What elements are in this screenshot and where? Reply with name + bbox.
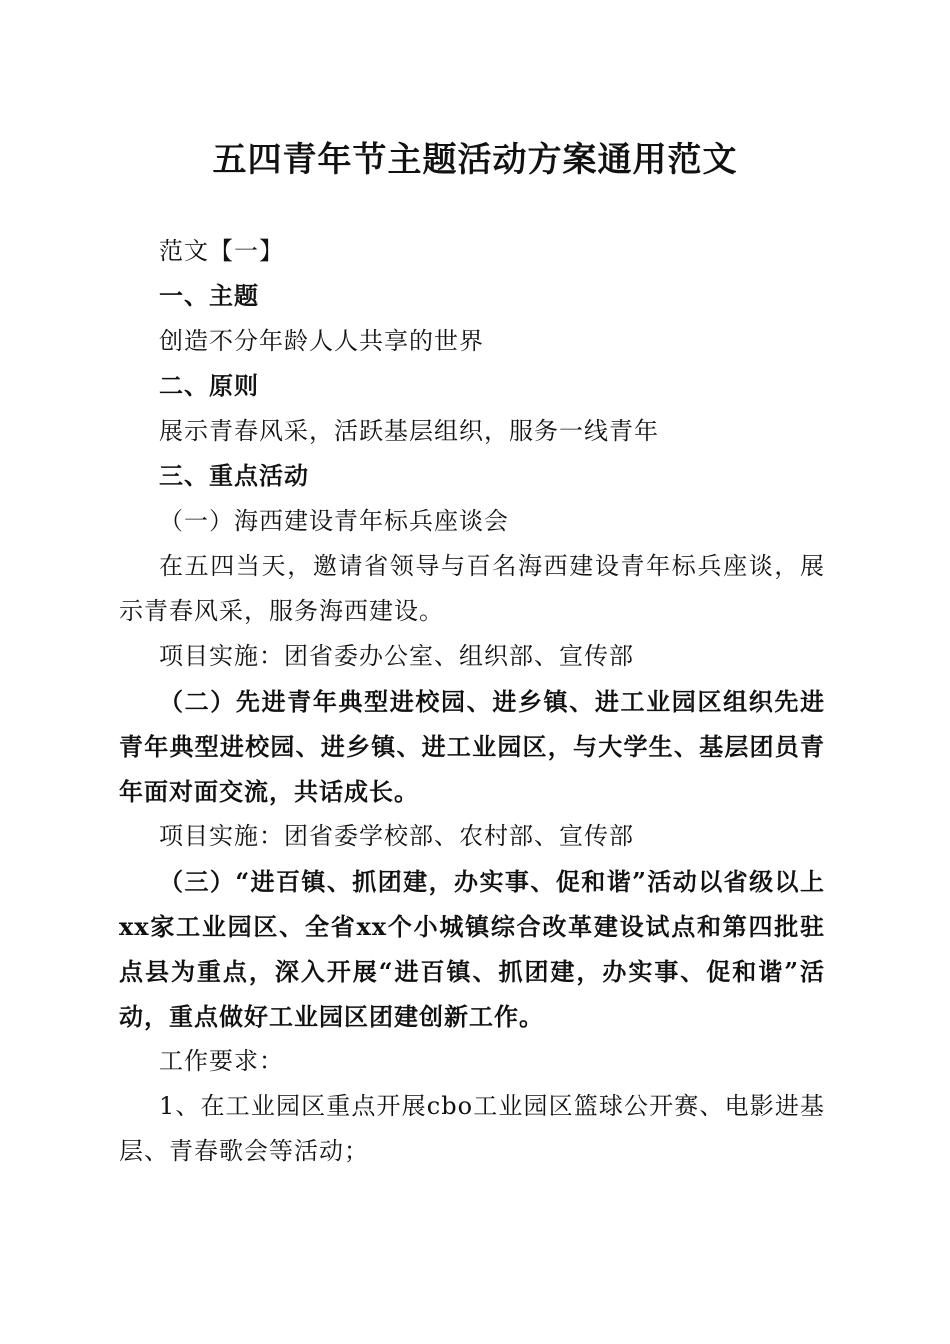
work-requirements-label: 工作要求： bbox=[159, 1047, 284, 1075]
activity-3-text: （三）“进百镇、抓团建，办实事、促和谐”活动以省级以上xx家工业园区、全省xx个小城镇综合改革建设试点和第四批驻点县为重点，深入开展“进百镇、抓团建，办实事、促和谐”活动，重点做好工业园区团建创新工作。 bbox=[119, 867, 825, 1031]
heading-key-activities: 三、重点活动 bbox=[159, 462, 309, 490]
activity-1-title: （一）海西建设青年标兵座谈会 bbox=[159, 507, 509, 535]
requirement-item-1: 1、在工业园区重点开展cbo工业园区篮球公开赛、电影进基层、青春歌会等活动； bbox=[119, 1092, 825, 1165]
document-body bbox=[119, 229, 825, 1174]
activity-1-implementation: 项目实施：团省委办公室、组织部、宣传部 bbox=[159, 642, 634, 670]
principle-text: 展示青春风采，活跃基层组织，服务一线青年 bbox=[159, 417, 659, 445]
section-label: 范文【一】 bbox=[159, 237, 284, 265]
activity-2-text: （二）先进青年典型进校园、进乡镇、进工业园区组织先进青年典型进校园、进乡镇、进工业园区，与大学生、基层团员青年面对面交流，共话成长。 bbox=[119, 687, 825, 806]
document-title: 五四青年节主题活动方案通用范文 bbox=[212, 140, 738, 180]
heading-theme: 一、主题 bbox=[159, 282, 259, 310]
activity-2-implementation: 项目实施：团省委学校部、农村部、宣传部 bbox=[159, 822, 634, 850]
activity-1-text: 在五四当天，邀请省领导与百名海西建设青年标兵座谈，展示青春风采，服务海西建设。 bbox=[119, 552, 825, 625]
theme-text: 创造不分年龄人人共享的世界 bbox=[159, 327, 484, 355]
heading-principle: 二、原则 bbox=[159, 372, 259, 400]
